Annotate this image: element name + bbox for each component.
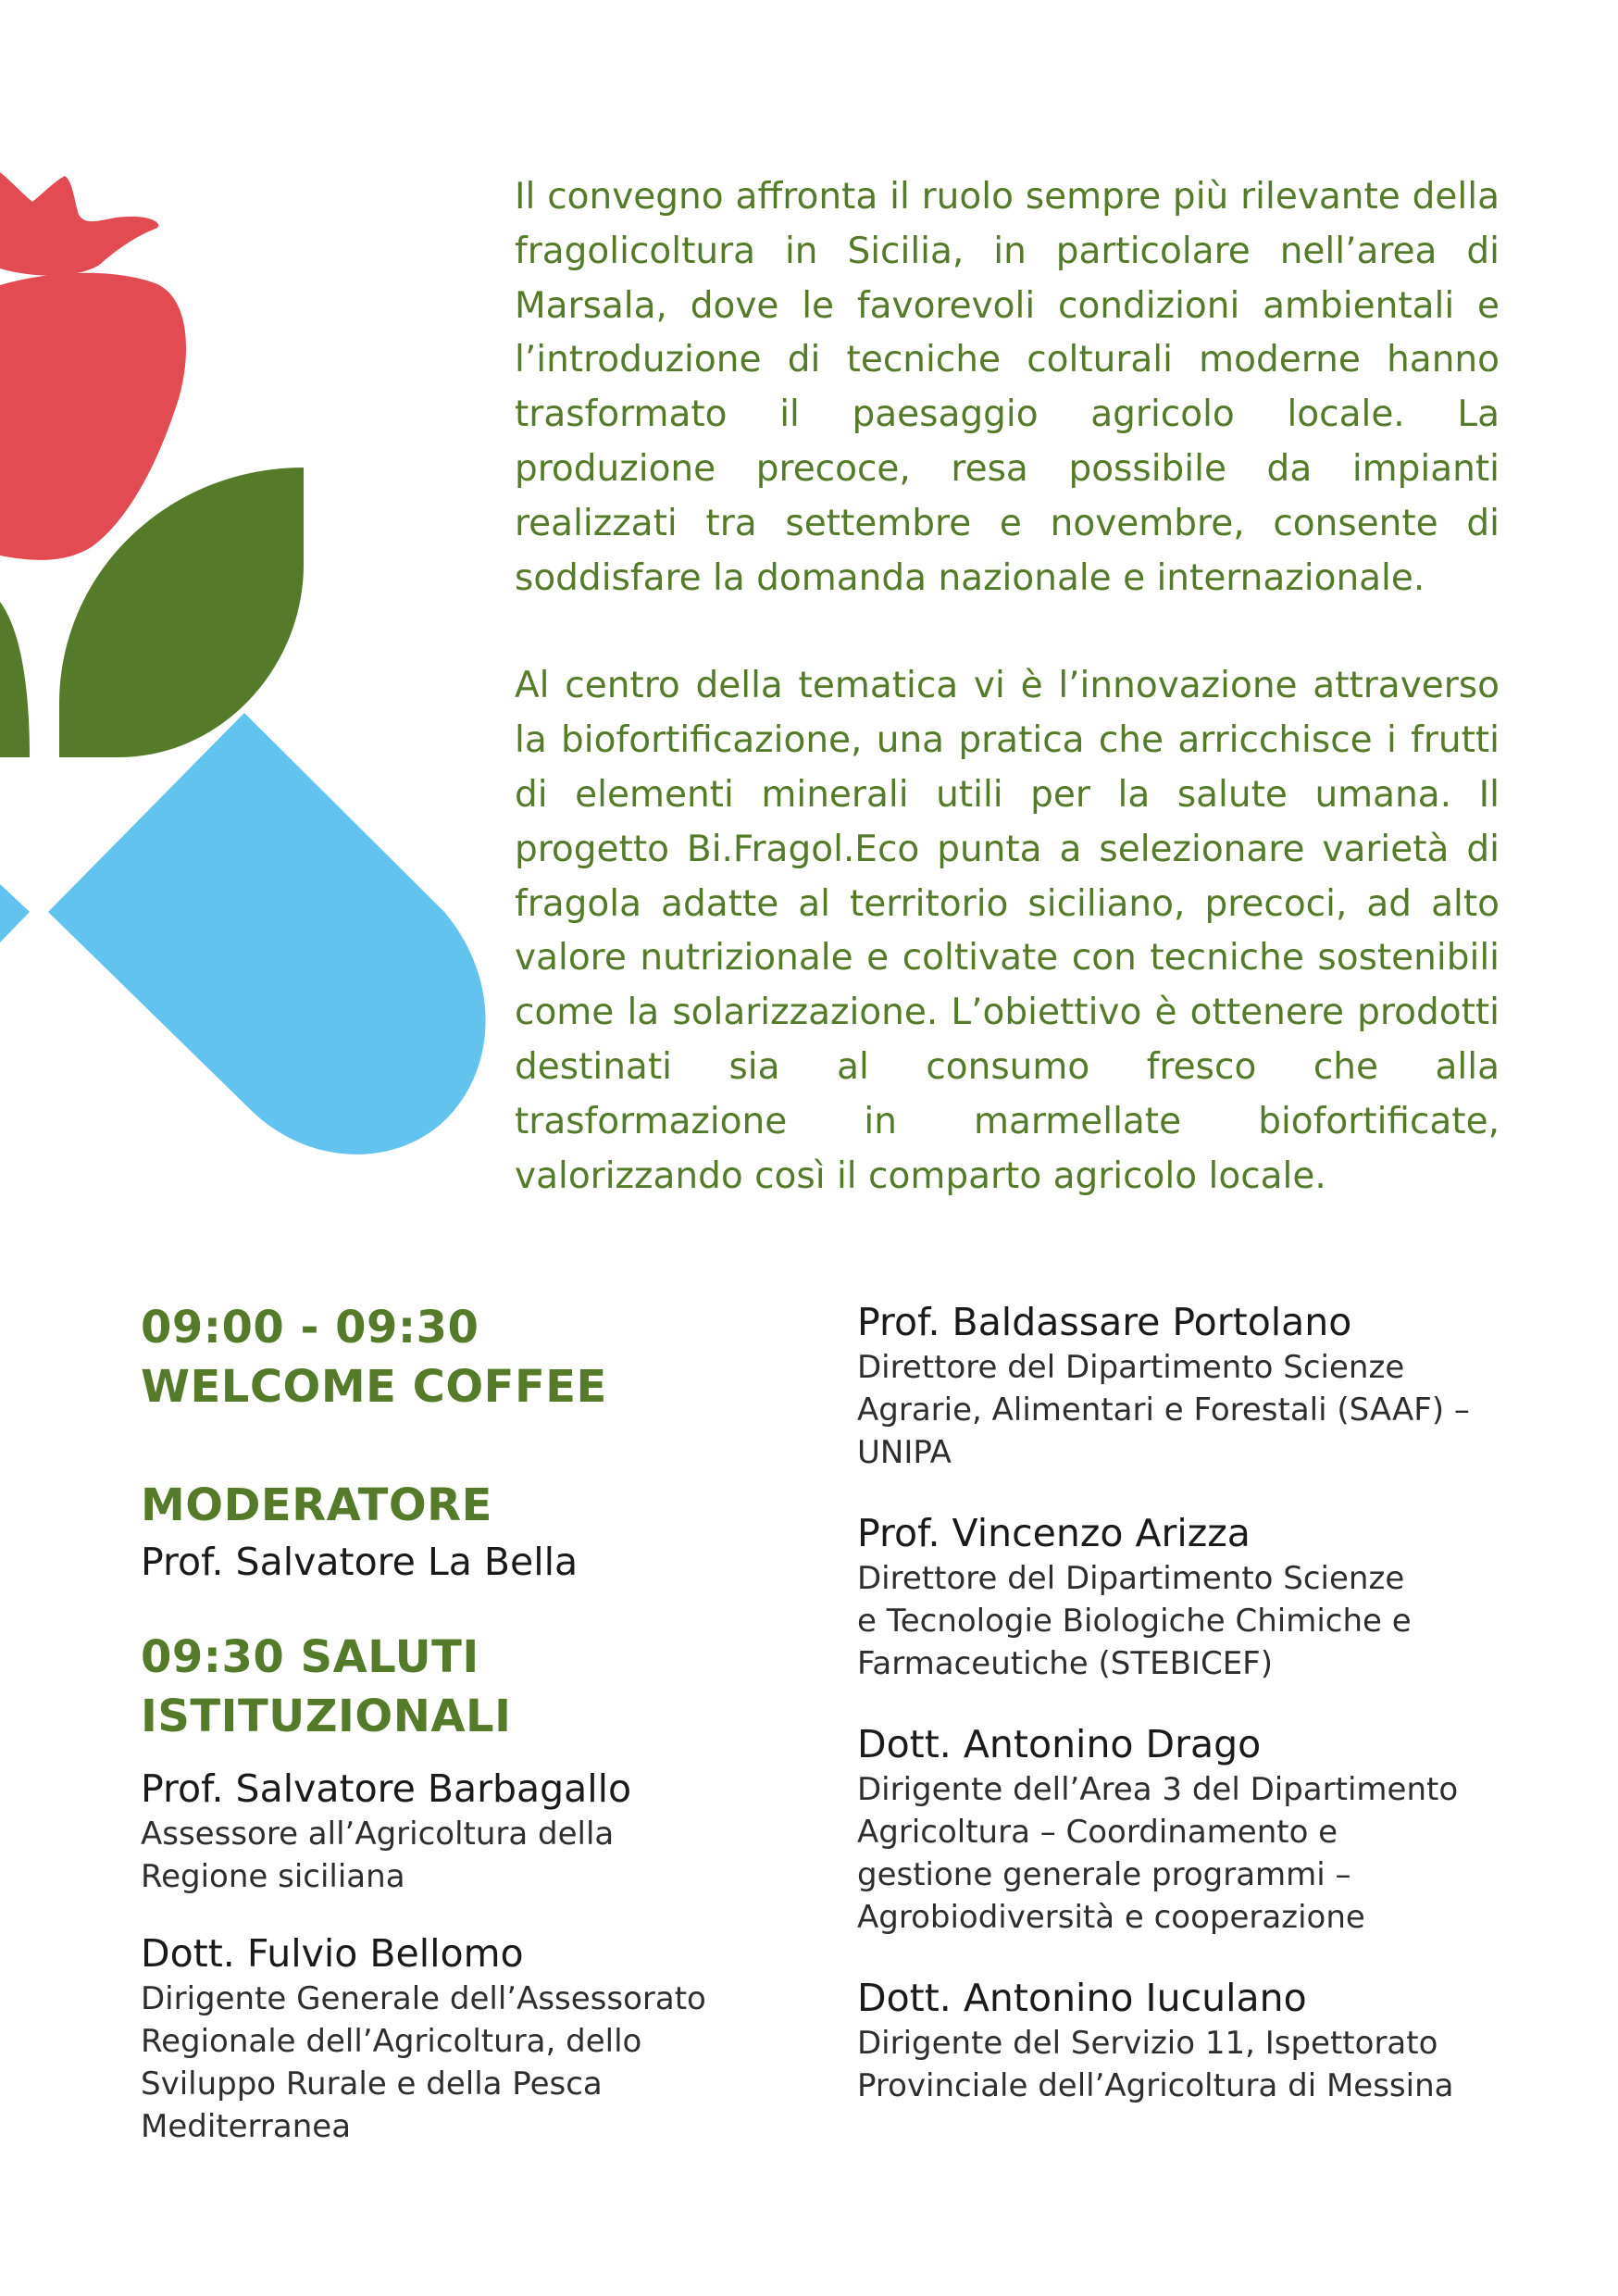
speaker-role-line: Regione siciliana — [141, 1858, 405, 1895]
speaker-role-line: Dirigente Generale dell’Assessorato — [141, 1980, 706, 2017]
blue-drop-shape — [48, 713, 486, 1154]
speaker-role-line: Regionale dell’Agricoltura, dello — [141, 2023, 642, 2060]
speaker-name: Dott. Antonino Iuculano — [857, 1976, 1307, 2020]
speaker-iuculano — [857, 1974, 1487, 2107]
speaker-role-line: Dirigente dell’Area 3 del Dipartimento — [857, 1771, 1459, 1808]
speaker-role-line: UNIPA — [857, 1434, 952, 1471]
program-left-column — [141, 1298, 770, 2148]
speaker-name: Dott. Fulvio Bellomo — [141, 1931, 524, 1976]
saluti-heading-line2: ISTITUZIONALI — [141, 1691, 512, 1742]
saluti-heading-line1: 09:30 SALUTI — [141, 1631, 479, 1683]
speaker-role-line: Agrobiodiversità e cooperazione — [857, 1899, 1365, 1936]
speaker-bellomo — [141, 1929, 770, 2148]
intro-paragraph-1: Il convegno affronta il ruolo sempre più rilevante della fragolicoltura in Sicilia, in particolare nell’area di Marsala, dove le favorevoli condizioni ambientali e l’introduzione di tecniche colturali moderne hanno trasformato il paesaggio agricolo locale. La produzione precoce, resa possibile da impianti realizzati tra settembre e novembre, consente di soddisfare la domanda nazionale e internazionale. — [515, 176, 1500, 599]
speaker-role-line: Sviluppo Rurale e della Pesca — [141, 2065, 603, 2103]
moderator-name: Prof. Salvatore La Bella — [141, 1540, 579, 1584]
intro-text — [515, 170, 1500, 1204]
speaker-name: Prof. Vincenzo Arizza — [857, 1511, 1251, 1555]
speaker-role-line: e Tecnologie Biologiche Chimiche e — [857, 1603, 1412, 1640]
speaker-arizza — [857, 1509, 1487, 1685]
speaker-role-line: Direttore del Dipartimento Scienze — [857, 1349, 1405, 1386]
speaker-role-line: Provinciale dell’Agricoltura di Messina — [857, 2067, 1454, 2104]
speaker-role-line: Agricoltura – Coordinamento e — [857, 1814, 1338, 1851]
speaker-role-line: Mediterranea — [141, 2108, 352, 2145]
strawberry-crown-shape — [0, 172, 158, 276]
speaker-role-line: Assessore all’Agricoltura della — [141, 1816, 615, 1853]
moderator-title: MODERATORE — [141, 1479, 492, 1531]
speaker-role-line: gestione generale programmi – — [857, 1856, 1351, 1893]
speaker-role-line: Farmaceutiche (STEBICEF) — [857, 1645, 1274, 1682]
speaker-role-line: Direttore del Dipartimento Scienze — [857, 1560, 1405, 1597]
speaker-role-line: Agrarie, Alimentari e Forestali (SAAF) – — [857, 1391, 1470, 1429]
welcome-title: WELCOME COFFEE — [141, 1361, 607, 1413]
speaker-portolano — [857, 1298, 1487, 1474]
intro-paragraph-2: Al centro della tematica vi è l’innovazione attraverso la biofortificazione, una pratica che arricchisce i frutti di elementi minerali utili per la salute umana. Il progetto Bi.Fragol.Eco punta a selezionare varietà di fragola adatte al territorio siciliano, precoci, ad alto valore nutrizionale e coltivate con tecniche sostenibili come la solarizzazione. L’obiettivo è ottenere prodotti destinati sia al consumo fresco che alla trasformazione in marmellate biofortificate, valorizzando così il comparto agricolo locale. — [515, 665, 1500, 1197]
speaker-name: Dott. Antonino Drago — [857, 1722, 1262, 1766]
speaker-drago — [857, 1720, 1487, 1939]
program-right-column — [857, 1298, 1487, 2107]
speaker-role-line: Dirigente del Servizio 11, Ispettorato — [857, 2025, 1438, 2062]
blue-small-shape — [0, 884, 30, 942]
welcome-time: 09:00 - 09:30 — [141, 1302, 479, 1354]
speaker-name: Prof. Baldassare Portolano — [857, 1300, 1352, 1344]
left-leaf-shape — [0, 602, 30, 757]
speaker-name: Prof. Salvatore Barbagallo — [141, 1766, 632, 1811]
strawberry-logo — [0, 0, 518, 1204]
speaker-barbagallo — [141, 1765, 770, 1898]
